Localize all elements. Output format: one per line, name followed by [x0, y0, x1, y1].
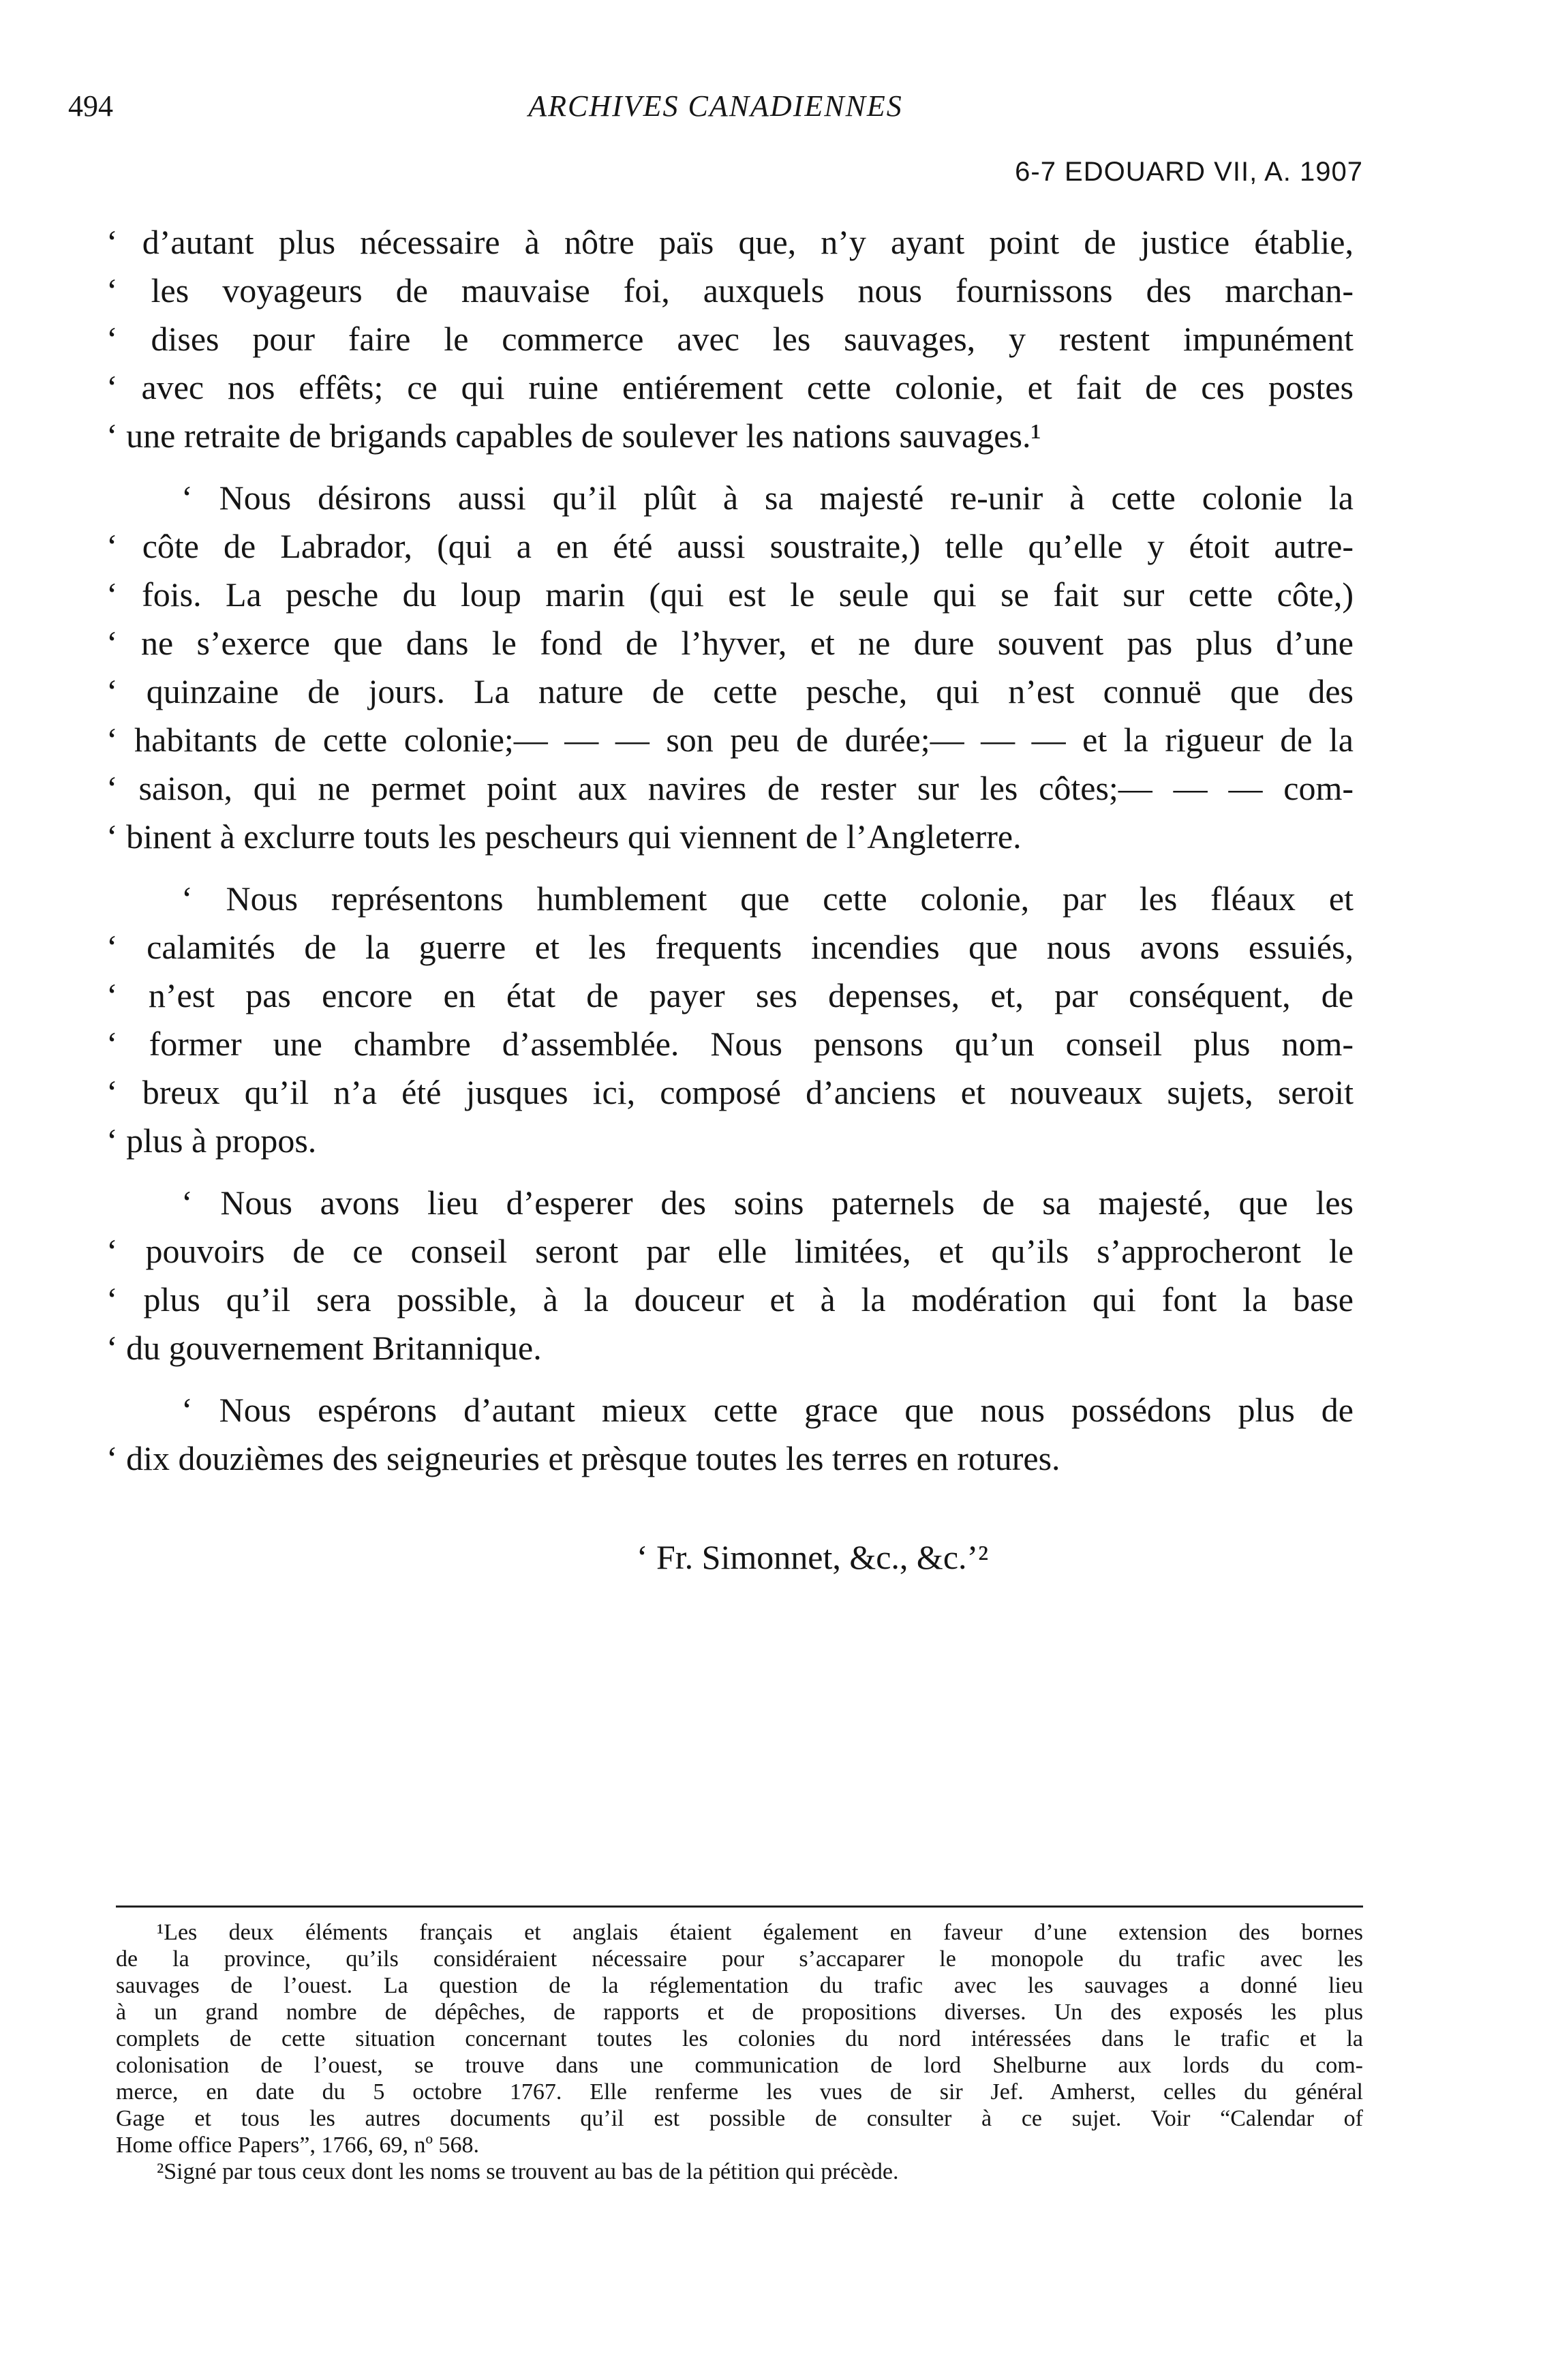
footnote-line: ¹Les deux éléments français et anglais étaient également en faveur d’une extension des bornes: [157, 1920, 1363, 1945]
text-line: ‘ Nous désirons aussi qu’il plût à sa majesté re-unir à cette colonie la: [181, 479, 1354, 517]
text-line: ‘ Nous avons lieu d’esperer des soins paternels de sa majesté, que les: [181, 1184, 1354, 1222]
page-number: 494: [68, 89, 113, 123]
footnote-line: à un grand nombre de dépêches, de rapports et de propositions diverses. Un des exposés les plus: [116, 2000, 1363, 2025]
paragraph: [106, 1386, 1354, 1483]
text-line: ‘ du gouvernement Britannique.: [106, 1329, 542, 1367]
text-line: ‘ d’autant plus nécessaire à nôtre païs que, n’y ayant point de justice établie,: [106, 223, 1354, 261]
footnote-line: Home office Papers”, 1766, 69, nº 568.: [116, 2133, 480, 2158]
footnote-line: ²Signé par tous ceux dont les noms se trouvent au bas de la pétition qui précède.: [157, 2159, 899, 2184]
text-line: ‘ Nous espérons d’autant mieux cette grace que nous possédons plus de: [181, 1391, 1354, 1429]
running-title: ARCHIVES CANADIENNES: [528, 89, 903, 123]
text-line: ‘ plus à propos.: [106, 1121, 317, 1160]
paragraph: [106, 1179, 1354, 1372]
text-line: ‘ une retraite de brigands capables de soulever les nations sauvages.¹: [106, 417, 1041, 455]
paragraph: [106, 474, 1354, 861]
footnote-line: colonisation de l’ouest, se trouve dans une communication de lord Shelburne aux lords du com-: [116, 2053, 1363, 2078]
text-line: ‘ dix douzièmes des seigneuries et prèsque toutes les terres en rotures.: [106, 1439, 1060, 1477]
text-line: ‘ former une chambre d’assemblée. Nous pensons qu’un conseil plus nom-: [106, 1025, 1354, 1063]
text-line: ‘ côte de Labrador, (qui a en été aussi soustraite,) telle qu’elle y étoit autre-: [106, 527, 1354, 565]
signature-text: ‘ Fr. Simonnet, &c., &c.’²: [636, 1538, 989, 1576]
paragraph: [106, 218, 1354, 460]
text-line: ‘ n’est pas encore en état de payer ses depenses, et, par conséquent, de: [106, 976, 1354, 1014]
text-line: ‘ les voyageurs de mauvaise foi, auxquels nous fournissons des marchan-: [106, 271, 1354, 310]
text-line: ‘ dises pour faire le commerce avec les sauvages, y restent impunément: [106, 320, 1354, 358]
text-line: ‘ ne s’exerce que dans le fond de l’hyver, et ne dure souvent pas plus d’une: [106, 624, 1354, 662]
footnote-line: merce, en date du 5 octobre 1767. Elle renferme les vues de sir Jef. Amherst, celles du général: [116, 2079, 1363, 2105]
text-line: ‘ Nous représentons humblement que cette colonie, par les fléaux et: [181, 879, 1354, 918]
footnote-line: sauvages de l’ouest. La question de la réglementation du trafic avec les sauvages a donné lieu: [116, 1973, 1363, 1998]
footnote-1: [116, 1919, 1363, 2158]
text-line: ‘ avec nos effêts; ce qui ruine entiérement cette colonie, et fait de ces postes: [106, 368, 1354, 406]
text-line: ‘ calamités de la guerre et les frequents incendies que nous avons essuiés,: [106, 928, 1354, 966]
text-line: ‘ plus qu’il sera possible, à la douceur et à la modération qui font la base: [106, 1280, 1354, 1319]
signature: [0, 1537, 1543, 1577]
text-line: ‘ saison, qui ne permet point aux navires de rester sur les côtes;— — — com-: [106, 769, 1354, 807]
page-header: [68, 89, 1363, 187]
text-line: ‘ breux qu’il n’a été jusques ici, composé d’anciens et nouveaux sujets, seroit: [106, 1073, 1354, 1111]
text-line: ‘ fois. La pesche du loup marin (qui est le seule qui se fait sur cette côte,): [106, 575, 1354, 614]
footnote-line: de la province, qu’ils considéraient nécessaire pour s’accaparer le monopole du trafic avec les: [116, 1946, 1363, 1972]
body-text: [106, 218, 1354, 1496]
text-line: ‘ binent à exclurre touts les pescheurs qui viennent de l’Angleterre.: [106, 817, 1022, 856]
footnote-divider: [116, 1905, 1363, 1908]
footnote-line: Gage et tous les autres documents qu’il est possible de consulter à ce sujet. Voir “Calendar of: [116, 2106, 1363, 2131]
paragraph: [106, 875, 1354, 1165]
session-label: 6-7 EDOUARD VII, A. 1907: [1015, 157, 1363, 187]
footnote-line: complets de cette situation concernant toutes les colonies du nord intéressées dans le trafic et la: [116, 2026, 1363, 2051]
text-line: ‘ pouvoirs de ce conseil seront par elle limitées, et qu’ils s’approcheront le: [106, 1232, 1354, 1270]
footnotes: [116, 1919, 1363, 2185]
text-line: ‘ quinzaine de jours. La nature de cette pesche, qui n’est connuë que des: [106, 672, 1354, 710]
text-line: ‘ habitants de cette colonie;— — — son peu de durée;— — — et la rigueur de la: [106, 721, 1354, 759]
footnote-2: [116, 2158, 1363, 2185]
